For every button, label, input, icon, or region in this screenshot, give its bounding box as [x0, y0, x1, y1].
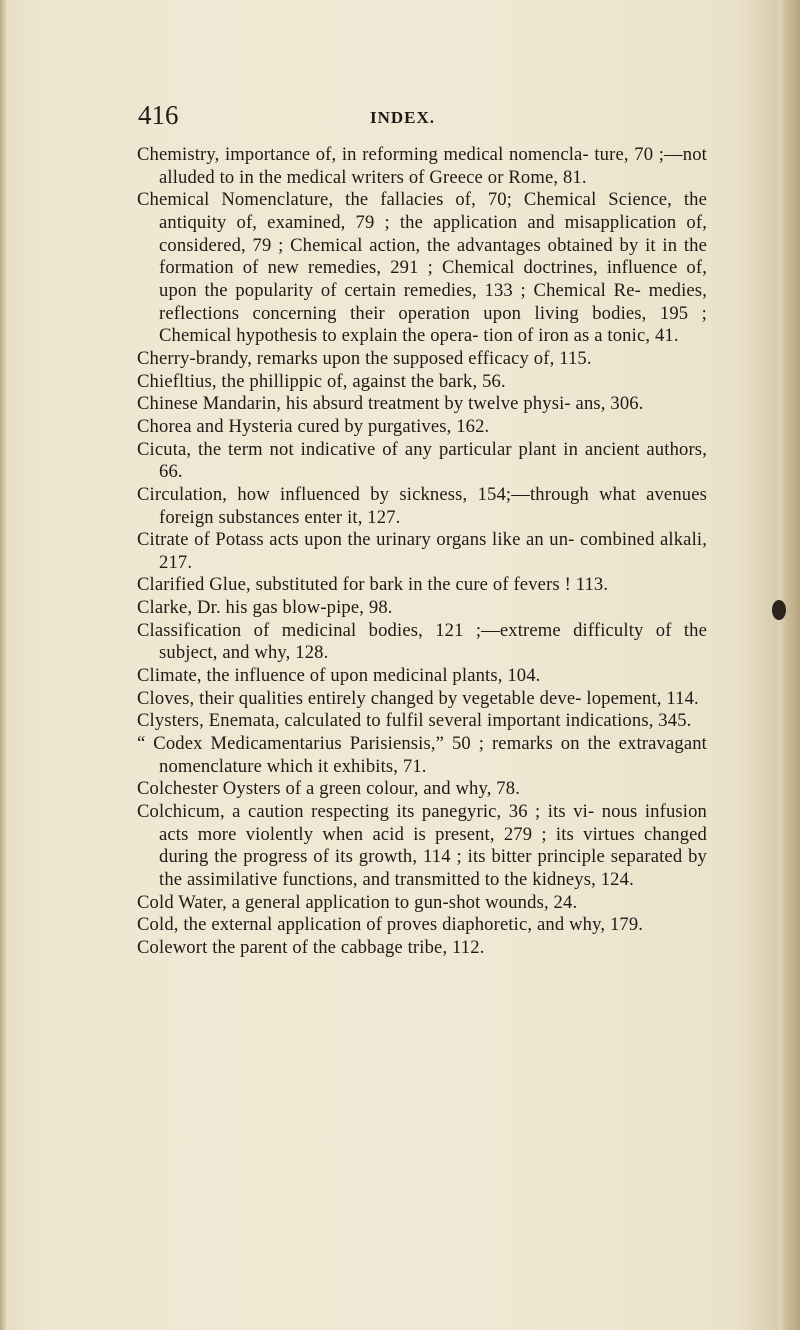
index-entry-codex: “ Codex Medicamentarius Parisiensis,” 50 ; remarks on the extravagant nomenclature which it exhibits, 71. [137, 733, 707, 777]
index-entry-cherry-brandy: Cherry-brandy, remarks upon the supposed efficacy of, 115. [137, 347, 592, 369]
index-entry-cloves: Cloves, their qualities entirely changed by vegetable deve- lopement, 114. [137, 687, 699, 709]
index-entry-circulation: Circulation, how influenced by sickness, 154;—through what avenues foreign substances enter it, 127. [137, 483, 707, 528]
index-entry-chinese-mandarin: Chinese Mandarin, his absurd treatment by twelve physi- ans, 306. [137, 393, 644, 415]
page-fore-edge [778, 0, 800, 1330]
running-head: INDEX. [370, 108, 436, 127]
index-entry-chemistry: Chemistry, importance of, in reforming medical nomencla- ture, 70 ;—not alluded to in the medical writers of Greece or Rome, 81. [137, 144, 707, 188]
index-entry-colewort: Colewort the parent of the cabbage tribe, 112. [137, 936, 485, 958]
page-gutter-edge [0, 0, 6, 1330]
index-entry-cicuta: Cicuta, the term not indicative of any particular plant in ancient authors, 66. [137, 438, 707, 483]
index-entry-classification: Classification of medicinal bodies, 121 ;—extreme difficulty of the subject, and why, 128. [137, 619, 707, 664]
page-header [138, 100, 698, 140]
index-entry-chemical-nomenclature: Chemical Nomenclature, the fallacies of, 70; Chemical Science, the antiquity of, examined, 79 ; the application and misapplication of, considered, 79 ; Chemical action, the advantages obtained by it in the formation of new remedies, 291 ; Chemical doctrines, influence of, upon the popularity of certain remedies, 133 ; Chemical Re- medies, reflections concerning their operation upon living bodies, 195 ; Chemical hypothesis to explain the opera- tion of iron as a tonic, 41. [137, 189, 707, 347]
index-entry-colchester-oysters: Colchester Oysters of a green colour, and why, 78. [137, 778, 520, 800]
ink-blot [772, 600, 786, 620]
index-entry-chorea: Chorea and Hysteria cured by purgatives, 162. [137, 415, 490, 437]
page-number: 416 [138, 100, 179, 130]
index-entry-chiefltius: Chiefltius, the phillippic of, against the bark, 56. [137, 370, 506, 392]
index-entry-climate: Climate, the influence of upon medicinal plants, 104. [137, 665, 541, 687]
index-entries [137, 144, 707, 960]
index-entry-clysters: Clysters, Enemata, calculated to fulfil several important indications, 345. [137, 710, 692, 732]
index-entry-citrate-of-potass: Citrate of Potass acts upon the urinary organs like an un- combined alkali, 217. [137, 529, 707, 573]
index-entry-cold: Cold, the external application of proves diaphoretic, and why, 179. [137, 914, 644, 936]
index-entry-clarified-glue: Clarified Glue, substituted for bark in the cure of fevers ! 113. [137, 574, 609, 596]
index-entry-colchicum: Colchicum, a caution respecting its panegyric, 36 ; its vi- nous infusion acts more violently when acid is present, 279 ; its virtues changed during the progress of its growth, 114 ; its bitter principle separated by the assimilative functions, and transmitted to the kidneys, 124. [137, 801, 707, 890]
index-entry-cold-water: Cold Water, a general application to gun-shot wounds, 24. [137, 891, 578, 913]
index-entry-clarke: Clarke, Dr. his gas blow-pipe, 98. [137, 597, 393, 619]
